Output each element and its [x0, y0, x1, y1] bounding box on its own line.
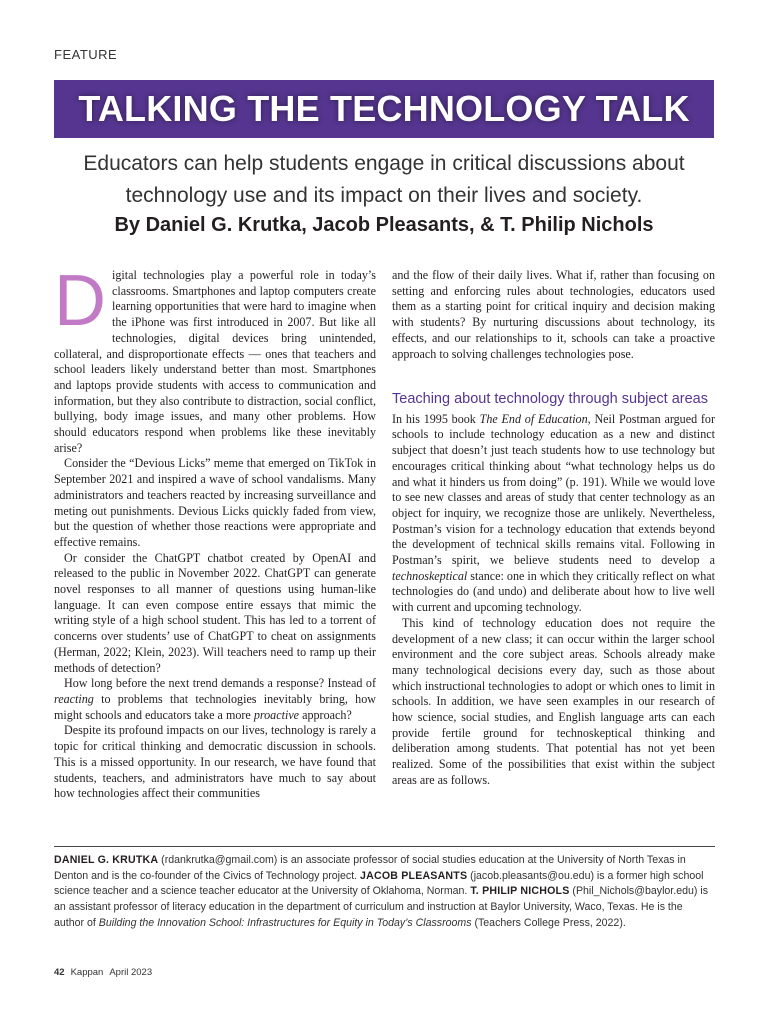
section-heading: Teaching about technology through subject areas [392, 391, 708, 408]
book-title: Building the Innovation School: Infrastructures for Equity in Today’s Classrooms [98, 916, 472, 929]
author-bio [54, 853, 715, 932]
page-title: TALKING THE TECHNOLOGY TALK [78, 88, 690, 129]
byline: By Daniel G. Krutka, Jacob Pleasants, & T. Philip Nichols [114, 214, 654, 236]
paragraph-6: and the flow of their daily lives. What if, rather than focusing on setting and enforcing rules about technologies, educators used them as a starting point for critical inquiry and decision making with students? By nurturing discussions about technology, its effects, and our relationships to it, schools can take a proactive approach to solving challenges technologies pose. [392, 268, 715, 361]
page-number: 42 [54, 967, 65, 978]
article-column-right [392, 268, 715, 789]
paragraph-7-text-c: stance: one in which they critically reflect on what technologies do (and undo) and deliberate about how to live well with current and upcoming technology. [392, 568, 715, 615]
subtitle [40, 148, 728, 212]
author-name-nichols: T. PHILIP NICHOLS [470, 885, 570, 898]
magazine-name: Kappan [70, 967, 104, 978]
bio-text-3: (Phil_Nichols@baylor.edu) is an assistant professor of literacy education in the department of curriculum and instruction at Baylor University, Waco, Texas. He is the author of [54, 885, 708, 929]
emphasis-proactive: proactive [253, 707, 300, 722]
emphasis-reacting: reacting [54, 691, 94, 706]
bio-text-4: (Teachers College Press, 2022). [471, 916, 626, 929]
drop-cap: D [54, 261, 106, 341]
paragraph-7-text-a: In his 1995 book [392, 411, 480, 426]
paragraph-4 [54, 676, 376, 723]
article-column-left [54, 261, 376, 802]
page-footer [54, 967, 152, 978]
bio-text-2: (jacob.pleasants@ou.edu) is a former high school science teacher and a science teacher educator at the University of Oklahoma, Norman. [54, 869, 704, 898]
paragraph-3: Or consider the ChatGPT chatbot created by OpenAI and released to the public in November 2022. ChatGPT can generate novel responses to all manner of questions using human-like language. It can even compose entire essays that mimic the writing style of a high school student. This has led to a torrent of concerns over students’ use of ChatGPT to cheat on assignments (Herman, 2022; Klein, 2023). Will teachers need to ramp up their methods of detection? [54, 550, 376, 675]
emphasis-technoskeptical: technoskeptical [392, 568, 468, 583]
subtitle-line-1: Educators can help students engage in critical discussions about [83, 152, 685, 175]
book-title-end-of-education: The End of Education [479, 411, 588, 426]
author-name-krutka: DANIEL G. KRUTKA [54, 854, 159, 866]
paragraph-1-text: igital technologies play a powerful role in today’s classrooms. Smartphones and laptop computers create learning opportunities that were hard to imagine when the iPhone was first introduced in 2007. But like all technologies, digital devices bring unintended, collateral, and disproportionate effects — ones that teachers and school leaders likely understand better than most. Smartphones and laptops provide students with access to communication and information, but they also contribute to distraction, social conflict, bullying, body image issues, and many other problems. How should educators respond when problems like these inevitably arise? [54, 268, 376, 455]
paragraph-7 [392, 412, 715, 616]
paragraph-1 [54, 261, 376, 456]
paragraph-4-text-a: How long before the next trend demands a response? Instead of [64, 676, 376, 691]
paragraph-4-text-b: to problems that technologies inevitably bring, how might schools and educators take a more [54, 691, 376, 722]
author-name-pleasants: JACOB PLEASANTS [360, 869, 468, 882]
paragraph-2: Consider the “Devious Licks” meme that emerged on TikTok in September 2021 and inspired a wave of school vandalisms. Many administrators and teachers reacted by increasing surveillance and meting out punishments. Devious Licks quickly faded from view, but the question of whether those reactions were appropriate and effective remains. [54, 456, 376, 549]
issue-date: April 2023 [109, 967, 153, 978]
paragraph-7-text-b: , Neil Postman argued for schools to include technology education as a new and distinct subject that doesn’t just teach students how to use technology but encourages critical thinking about “what technology helps us do and what it hinders us from doing” (p. 191). While we would love to see new classes and areas of study that center technology as an object for inquiry, we recognize those are unlikely. Nevertheless, Postman’s vision for a technology education that extends beyond the development of technical skills remains vital. Following in Postman’s spirit, we believe students need to develop a [392, 411, 716, 568]
section-label: FEATURE [54, 47, 118, 62]
paragraph-5: Despite its profound impacts on our lives, technology is rarely a topic for critical thinking and democratic discussion in schools. This is a missed opportunity. In our research, we have found that students, teachers, and administrators have much to say about how technologies affect their communities [54, 723, 376, 801]
bio-text-1: (rdankrutka@gmail.com) is an associate professor of social studies education at the University of North Texas in Denton and is the co-founder of the Civics of Technology project. [54, 854, 686, 882]
paragraph-8: This kind of technology education does not require the development of a new class; it can occur within the larger school environment and the core subject areas. Schools already make many technological decisions every day, such as those about which instructional technologies to adopt or which ones to limit in schools. In addition, we have seen examples in our research of how science, social studies, and English language arts can each provide fertile ground for technoskeptical thinking and deliberation among students. That potential has not yet been realized. Some of the possibilities that exist within the subject areas are as follows. [392, 615, 715, 787]
subtitle-line-2: technology use and its impact on their lives and society. [125, 184, 643, 207]
bio-divider [54, 846, 715, 847]
paragraph-4-text-c: approach? [299, 707, 352, 722]
title-banner [54, 80, 714, 138]
